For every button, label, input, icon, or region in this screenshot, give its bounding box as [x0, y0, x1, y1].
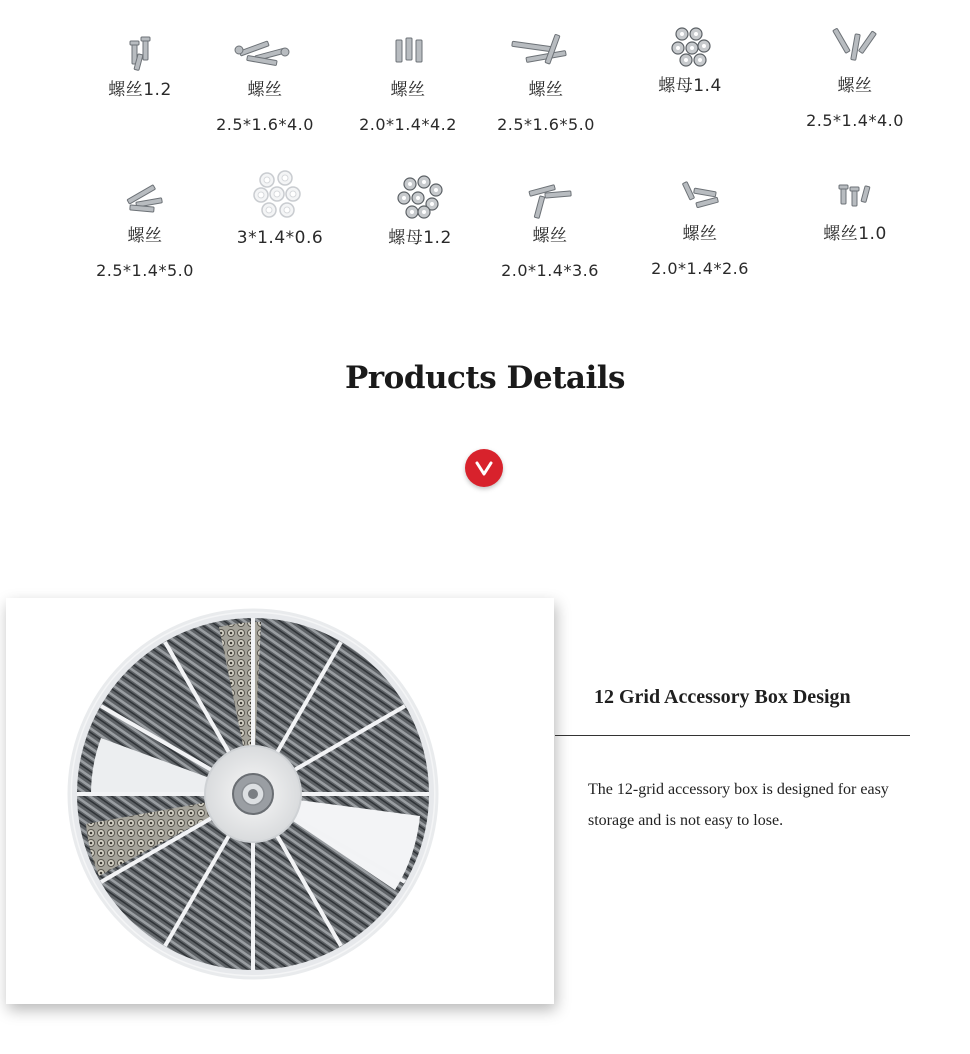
screws-icon	[515, 178, 585, 220]
part-item	[328, 34, 488, 135]
part-name: 螺丝	[837, 76, 873, 96]
part-item	[470, 178, 630, 281]
small-screws-icon	[110, 34, 170, 74]
parts-spec-grid	[0, 0, 970, 320]
part-name: 螺丝	[127, 226, 163, 246]
part-item	[200, 168, 360, 248]
part-name: 螺丝	[682, 224, 718, 244]
small-screws-icon	[825, 178, 885, 218]
part-name: 螺丝	[532, 226, 568, 246]
nuts-icon	[660, 24, 720, 70]
washers-icon	[245, 168, 315, 222]
chevron-down-icon	[465, 449, 503, 487]
product-photo	[6, 598, 554, 1004]
screws-icon	[378, 34, 438, 74]
feature-title: 12 Grid Accessory Box Design	[594, 686, 851, 708]
part-name: 螺丝1.0	[823, 224, 887, 244]
part-name: 螺丝1.2	[108, 80, 172, 100]
section-title: Products Details	[345, 360, 625, 396]
part-name: 螺丝	[528, 80, 564, 100]
divider	[555, 735, 910, 736]
screws-icon	[825, 24, 885, 70]
part-name: 螺母1.2	[388, 228, 452, 248]
screws-icon	[110, 176, 180, 220]
part-name: 3*1.4*0.6	[236, 228, 324, 248]
long-screws-icon	[506, 30, 586, 74]
screws-icon	[670, 176, 730, 218]
part-item	[775, 178, 935, 244]
part-name: 螺丝	[247, 80, 283, 100]
feature-description: The 12-grid accessory box is designed for easy storage and is not easy to lose.	[588, 781, 889, 829]
part-item	[610, 24, 770, 96]
part-name: 螺丝	[390, 80, 426, 100]
part-item	[185, 34, 345, 135]
part-name: 螺母1.4	[658, 76, 722, 96]
nuts-icon	[390, 172, 450, 222]
screws-icon	[225, 34, 305, 74]
scroll-down-badge[interactable]	[465, 449, 503, 487]
part-item	[620, 176, 780, 279]
part-size: 2.5*1.4*5.0	[96, 261, 194, 280]
part-item	[466, 30, 626, 135]
part-size: 2.5*1.6*4.0	[216, 115, 314, 134]
screw-organizer-box-icon	[6, 598, 554, 1004]
part-size: 2.5*1.4*4.0	[806, 111, 904, 130]
part-item	[775, 24, 935, 131]
part-size: 2.5*1.6*5.0	[497, 115, 595, 134]
part-size: 2.0*1.4*3.6	[501, 261, 599, 280]
part-size: 2.0*1.4*2.6	[651, 259, 749, 278]
part-size: 2.0*1.4*4.2	[359, 115, 457, 134]
